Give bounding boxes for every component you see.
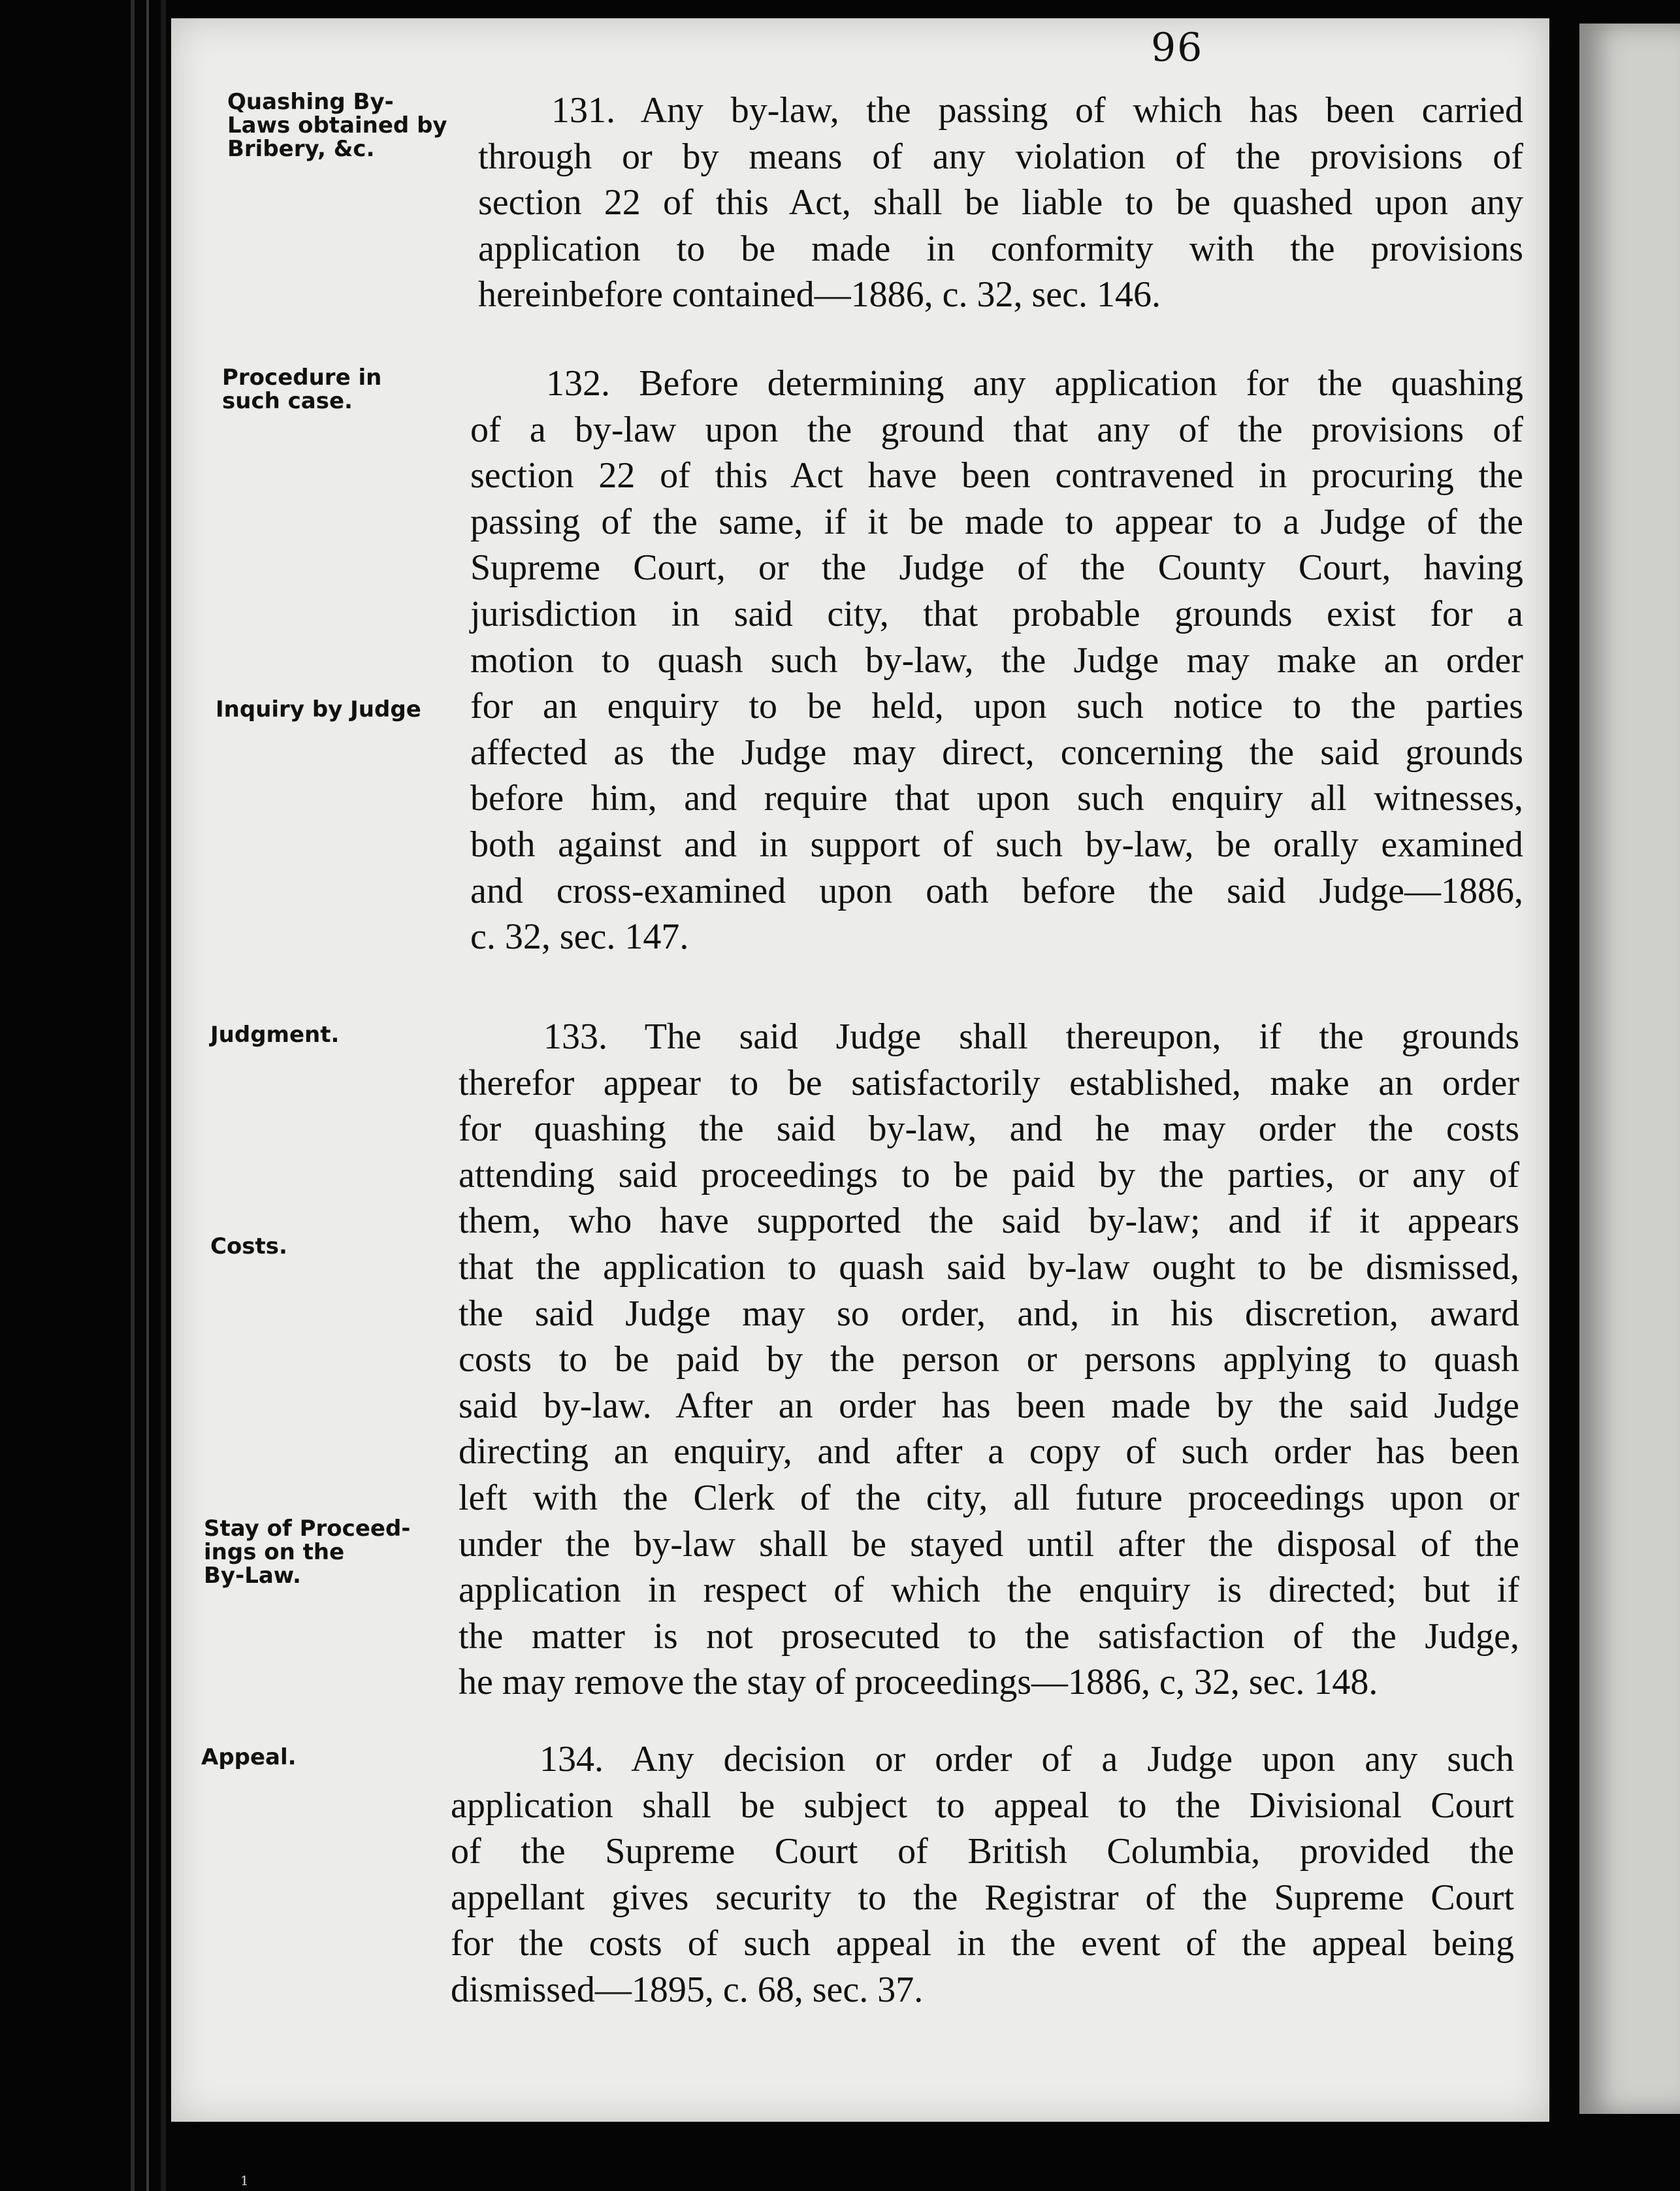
section-text-line: section 22 of this Act, shall be liable to be quashed upon any — [478, 182, 1523, 223]
section-text-line: c. 32, sec. 147. — [470, 917, 689, 958]
section-text-line: of a by-law upon the ground that any of the provisions of — [470, 409, 1523, 450]
section-132 — [470, 361, 1523, 960]
section-text-line: the said Judge may so order, and, in his discretion, award — [459, 1293, 1519, 1334]
section-text-line: attending said proceedings to be paid by the parties, or any of — [459, 1154, 1519, 1195]
section-text-line: he may remove the stay of proceedings—1886, c, 32, sec. 148. — [459, 1662, 1378, 1703]
page-number: 96 — [1151, 25, 1204, 71]
section-text-line: them, who have supported the said by-law; and if it appears — [459, 1201, 1519, 1242]
section-text-line: passing of the same, if it be made to appear to a Judge of the — [470, 501, 1523, 542]
section-text-line: of the Supreme Court of British Columbia, provided the — [451, 1831, 1514, 1872]
section-text-line: through or by means of any violation of the provisions of — [478, 136, 1523, 177]
section-text-line: hereinbefore contained—1886, c. 32, sec. 146. — [478, 274, 1161, 316]
section-text-line: 133. The said Judge shall thereupon, if the grounds — [543, 1016, 1519, 1057]
section-133 — [459, 1014, 1519, 1706]
section-text-line: directing an enquiry, and after a copy of such order has been — [459, 1431, 1519, 1472]
section-text-line: motion to quash such by-law, the Judge may make an order — [470, 640, 1523, 681]
section-text-line: jurisdiction in said city, that probable grounds exist for a — [470, 593, 1523, 634]
section-text-line: 132. Before determining any application for the quashing — [546, 363, 1523, 404]
bottom-mark: 1 — [240, 2173, 249, 2188]
section-text-line: under the by-law shall be stayed until after the disposal of the — [459, 1523, 1519, 1565]
gutter-line — [131, 0, 135, 2191]
section-text-line: left with the Clerk of the city, all future proceedings upon or — [459, 1477, 1519, 1518]
side-note-costs: Costs. — [210, 1233, 287, 1259]
section-text-line: affected as the Judge may direct, concerning the said grounds — [470, 732, 1523, 773]
gutter-line — [161, 0, 166, 2191]
scanned-page — [171, 18, 1549, 2122]
facing-page-edge — [1579, 24, 1680, 2114]
section-text-line: dismissed—1895, c. 68, sec. 37. — [451, 1969, 924, 2010]
section-text-line: 134. Any decision or order of a Judge upon any such — [540, 1739, 1514, 1779]
side-note-quashing: Quashing By- Laws obtained by Bribery, &c. — [227, 89, 447, 162]
section-text-line: and cross-examined upon oath before the said Judge—1886, — [470, 870, 1523, 911]
section-131 — [478, 88, 1523, 318]
section-text-line: for quashing the said by-law, and he may order the costs — [459, 1109, 1519, 1150]
section-text-line: 131. Any by-law, the passing of which has been carried — [551, 90, 1523, 131]
side-note-judgment: Judgment. — [210, 1022, 340, 1048]
side-note-inquiry: Inquiry by Judge — [216, 696, 421, 722]
section-text-line: application shall be subject to appeal to the Divisional Court — [451, 1785, 1514, 1826]
section-text-line: for an enquiry to be held, upon such notice to the parties — [470, 686, 1523, 727]
section-text-line: Supreme Court, or the Judge of the County Court, having — [470, 547, 1523, 589]
section-text-line: application in respect of which the enquiry is directed; but if — [459, 1570, 1519, 1611]
section-text-line: appellant gives security to the Registrar of the Supreme Court — [451, 1877, 1514, 1918]
gutter-line — [146, 0, 149, 2191]
side-note-procedure: Procedure in such case. — [222, 365, 382, 414]
side-note-stay: Stay of Proceed- ings on the By-Law. — [204, 1516, 411, 1589]
section-text-line: before him, and require that upon such enquiry all witnesses, — [470, 778, 1523, 819]
section-text-line: both against and in support of such by-law, be orally examined — [470, 824, 1523, 865]
section-text-line: section 22 of this Act have been contravened in procuring the — [470, 455, 1523, 496]
section-text-line: that the application to quash said by-law ought to be dismissed, — [459, 1246, 1519, 1288]
side-note-appeal: Appeal. — [201, 1744, 297, 1770]
section-text-line: application to be made in conformity with the provisions — [478, 228, 1523, 269]
section-text-line: for the costs of such appeal in the event of the appeal being — [451, 1923, 1514, 1964]
section-text-line: therefor appear to be satisfactorily established, make an order — [459, 1062, 1519, 1103]
section-text-line: costs to be paid by the person or persons applying to quash — [459, 1339, 1519, 1380]
section-text-line: the matter is not prosecuted to the satisfaction of the Judge, — [459, 1615, 1519, 1657]
section-text-line: said by-law. After an order has been made by the said Judge — [459, 1385, 1519, 1426]
section-134 — [451, 1736, 1514, 2013]
